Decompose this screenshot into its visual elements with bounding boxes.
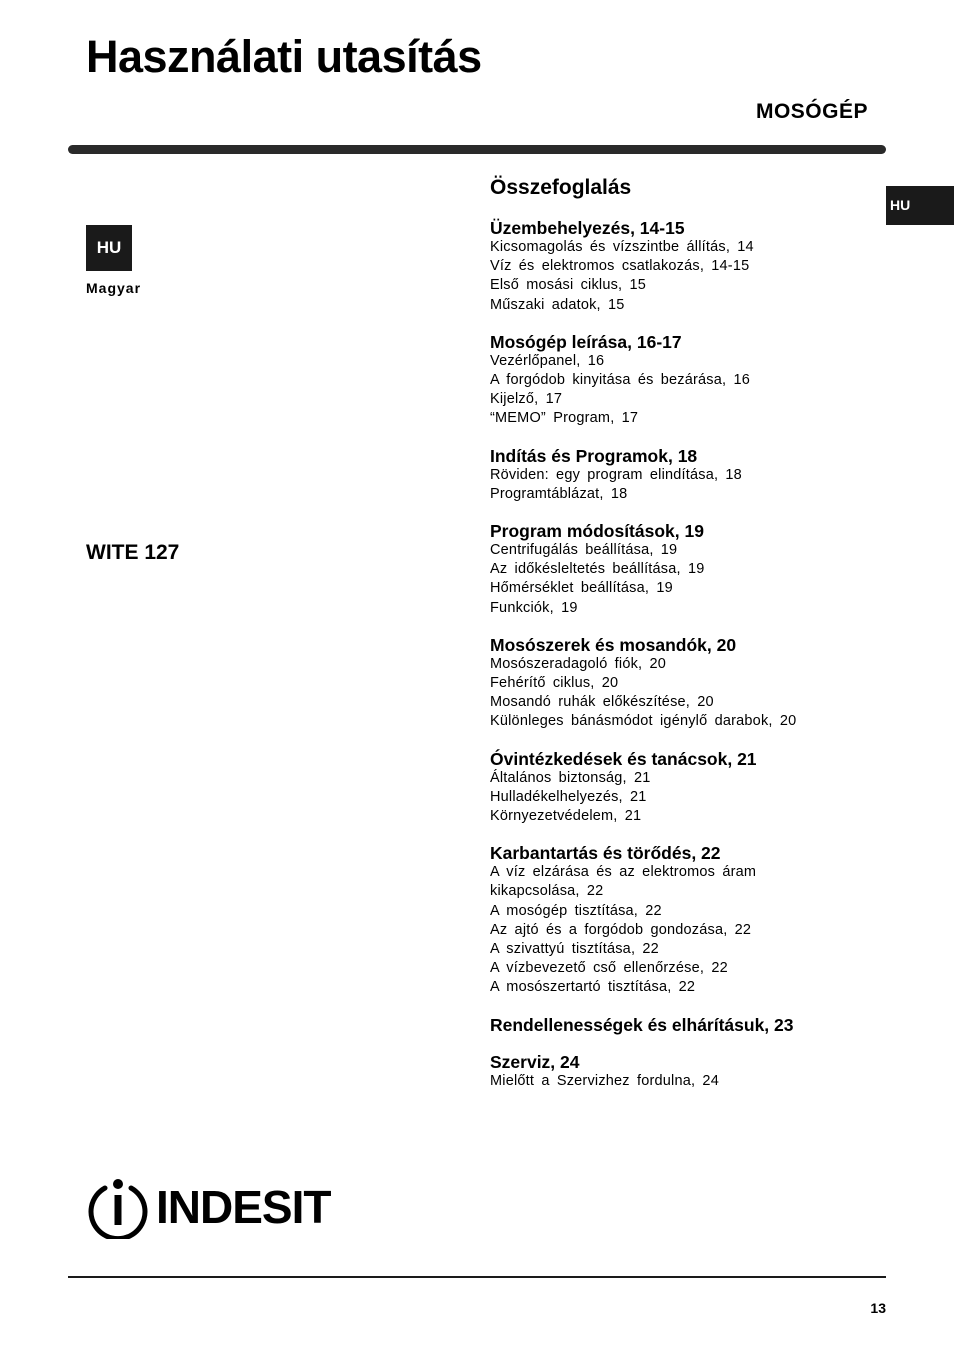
indesit-i-circle-icon bbox=[86, 1175, 150, 1239]
language-side-tab: HU bbox=[886, 186, 954, 225]
toc-section bbox=[490, 1015, 870, 1035]
toc-item: Műszaki adatok, 15 bbox=[490, 296, 625, 313]
model-name: WITE 127 bbox=[86, 541, 180, 564]
toc-section-title: Üzembehelyezés, 14-15 bbox=[490, 218, 685, 238]
toc-item: Első mosási ciklus, 15 bbox=[490, 277, 647, 294]
toc-section bbox=[490, 1052, 870, 1091]
toc-section-title: Szerviz, 24 bbox=[490, 1051, 580, 1072]
table-of-contents bbox=[490, 175, 870, 1108]
toc-item: Programtáblázat, 18 bbox=[490, 485, 628, 502]
toc-section bbox=[490, 749, 870, 827]
toc-item: Mosandó ruhák előkészítése, 20 bbox=[490, 694, 714, 711]
toc-item: Környezetvédelem, 21 bbox=[490, 808, 642, 825]
toc-item: Röviden: egy program elindítása, 18 bbox=[490, 466, 742, 483]
product-type-label: MOSÓGÉP bbox=[755, 100, 868, 123]
toc-section bbox=[490, 218, 870, 315]
language-name: Magyar bbox=[86, 280, 142, 296]
toc-item: Fehérítő ciklus, 20 bbox=[490, 675, 619, 692]
toc-section bbox=[490, 843, 870, 997]
toc-item: Kijelző, 17 bbox=[490, 391, 563, 408]
toc-item: Különleges bánásmódot igénylő darabok, 20 bbox=[490, 713, 797, 730]
toc-item: Kicsomagolás és vízszintbe állítás, 14 bbox=[490, 239, 754, 255]
toc-item: Mielőtt a Szervizhez fordulna, 24 bbox=[490, 1072, 719, 1089]
toc-item: A víz elzárása és az elektromos áram bbox=[490, 864, 757, 881]
page-number: 13 bbox=[870, 1300, 886, 1316]
brand-logo bbox=[86, 1175, 330, 1239]
toc-item: Mosószeradagoló fiók, 20 bbox=[490, 655, 667, 672]
toc-section-title: Karbantartás és törődés, 22 bbox=[490, 843, 721, 864]
toc-item: A mosószertartó tisztítása, 22 bbox=[490, 979, 696, 996]
page-title: Használati utasítás bbox=[86, 31, 482, 82]
toc-item: A forgódob kinyitása és bezárása, 16 bbox=[490, 372, 750, 389]
toc-section bbox=[490, 521, 870, 618]
toc-section-title: Mosószerek és mosandók, 20 bbox=[490, 634, 737, 655]
toc-item: Hőmérséklet beállítása, 19 bbox=[490, 580, 673, 597]
toc-item: Az ajtó és a forgódob gondozása, 22 bbox=[490, 921, 752, 938]
toc-item: A vízbevezető cső ellenőrzése, 22 bbox=[490, 960, 728, 977]
toc-section-title: Óvintézkedések és tanácsok, 21 bbox=[490, 748, 757, 769]
toc-item: Az időkésleltetés beállítása, 19 bbox=[490, 561, 705, 578]
toc-item: Hulladékelhelyezés, 21 bbox=[490, 788, 647, 805]
toc-section bbox=[490, 446, 870, 504]
toc-sections bbox=[490, 218, 870, 1091]
toc-section bbox=[490, 332, 870, 429]
toc-item: Víz és elektromos csatlakozás, 14-15 bbox=[490, 258, 750, 275]
toc-item: Általános biztonság, 21 bbox=[490, 769, 651, 786]
toc-item: kikapcsolása, 22 bbox=[490, 883, 604, 900]
toc-item: “MEMO” Program, 17 bbox=[490, 410, 639, 427]
toc-item: Centrifugálás beállítása, 19 bbox=[490, 542, 678, 559]
header-divider-bar bbox=[68, 145, 886, 154]
footer-divider bbox=[68, 1276, 886, 1278]
toc-item: A szivattyú tisztítása, 22 bbox=[490, 941, 659, 958]
toc-item: A mosógép tisztítása, 22 bbox=[490, 902, 662, 919]
toc-item: Vezérlőpanel, 16 bbox=[490, 352, 605, 369]
toc-section bbox=[490, 635, 870, 732]
toc-item: Funkciók, 19 bbox=[490, 599, 578, 616]
toc-section-title: Mosógép leírása, 16-17 bbox=[490, 331, 682, 352]
toc-heading: Összefoglalás bbox=[490, 176, 632, 199]
toc-section-title: Rendellenességek és elhárításuk, 23 bbox=[490, 1014, 794, 1035]
toc-section-title: Indítás és Programok, 18 bbox=[490, 445, 698, 466]
brand-name: INDESIT bbox=[156, 1181, 331, 1233]
language-code-badge: HU bbox=[86, 225, 132, 271]
toc-section-title: Program módosítások, 19 bbox=[490, 521, 704, 542]
